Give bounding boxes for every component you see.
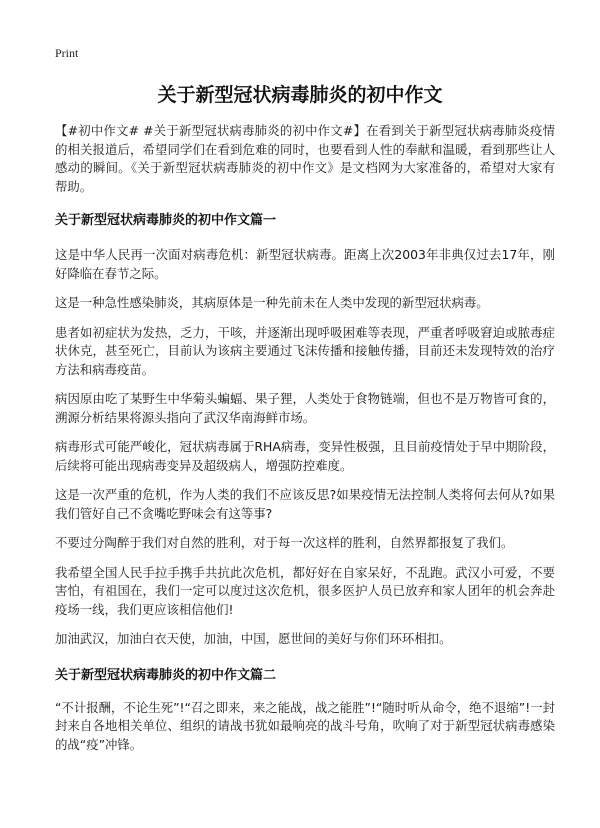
paragraph: 这是中华人民再一次面对病毒危机：新型冠状病毒。距离上次2003年非典仅过去17年，刚好降临在春节之际。 — [55, 247, 555, 281]
paragraph: “不计报酬，不论生死”!“召之即来，来之能战，战之能胜”!“随时听从命令，绝不退缩”!一封封来自各地相关单位、组织的请战书犹如最响亮的战斗号角，吹响了对于新型冠状病毒感染的战“疫”冲锋。 — [55, 699, 555, 752]
paragraph: 病因原由吃了某野生中华菊头蝙蝠、果子狸，人类处于食物链端，但也不是万物皆可食的，溯源分析结果将源头指向了武汉华南海鲜市场。 — [55, 391, 555, 425]
paragraph: 这是一次严重的危机，作为人类的我们不应该反思?如果疫情无法控制人类将何去何从?如果我们管好自己不贪嘴吃野味会有这等事? — [55, 487, 555, 521]
intro-paragraph: 【#初中作文# #关于新型冠状病毒肺炎的初中作文#】在看到关于新型冠状病毒肺炎疫情的相关报道后，希望同学们在看到危难的同时，也要看到人性的奉献和温暖，看到那些让人感动的瞬间。《关于新型冠状病毒肺炎的初中作文》是文档网为大家准备的，希望对大家有帮助。 — [55, 123, 555, 194]
page-title: 关于新型冠状病毒肺炎的初中作文 — [157, 84, 443, 106]
print-link[interactable]: Print — [55, 46, 79, 60]
section-heading-2: 关于新型冠状病毒肺炎的初中作文篇二 — [55, 667, 277, 683]
paragraph: 病毒形式可能严峻化，冠状病毒属于RHA病毒，变异性极强，且目前疫情处于早中期阶段，后续将可能出现病毒变异及超级病人，增强防控难度。 — [55, 439, 555, 473]
section-heading-1: 关于新型冠状病毒肺炎的初中作文篇一 — [55, 213, 277, 228]
paragraph: 这是一种急性感染肺炎，其病原体是一种先前未在人类中发现的新型冠状病毒。 — [55, 295, 489, 310]
article-body — [55, 122, 555, 765]
paragraph: 患者如初症状为发热，乏力，干咳，并逐渐出现呼吸困难等表现，严重者呼吸窘迫或脓毒症状休克，甚至死亡，目前认为该病主要通过飞沫传播和接触传播，目前还未发现特效的治疗方法和病毒疫苗。 — [55, 324, 555, 377]
paragraph: 我希望全国人民手拉手携手共抗此次危机，都好好在自家呆好，不乱跑。武汉小可爱，不要害怕，有祖国在，我们一定可以度过这次危机，很多医护人员已放弃和家人团年的机会奔赴疫场一线，我们更应该相信他们! — [55, 564, 555, 617]
paragraph: 不要过分陶醉于我们对自然的胜利，对于每一次这样的胜利，自然界都报复了我们。 — [55, 535, 514, 550]
paragraph: 加油武汉，加油白衣天使，加油，中国，愿世间的美好与你们环环相扣。 — [55, 631, 452, 646]
